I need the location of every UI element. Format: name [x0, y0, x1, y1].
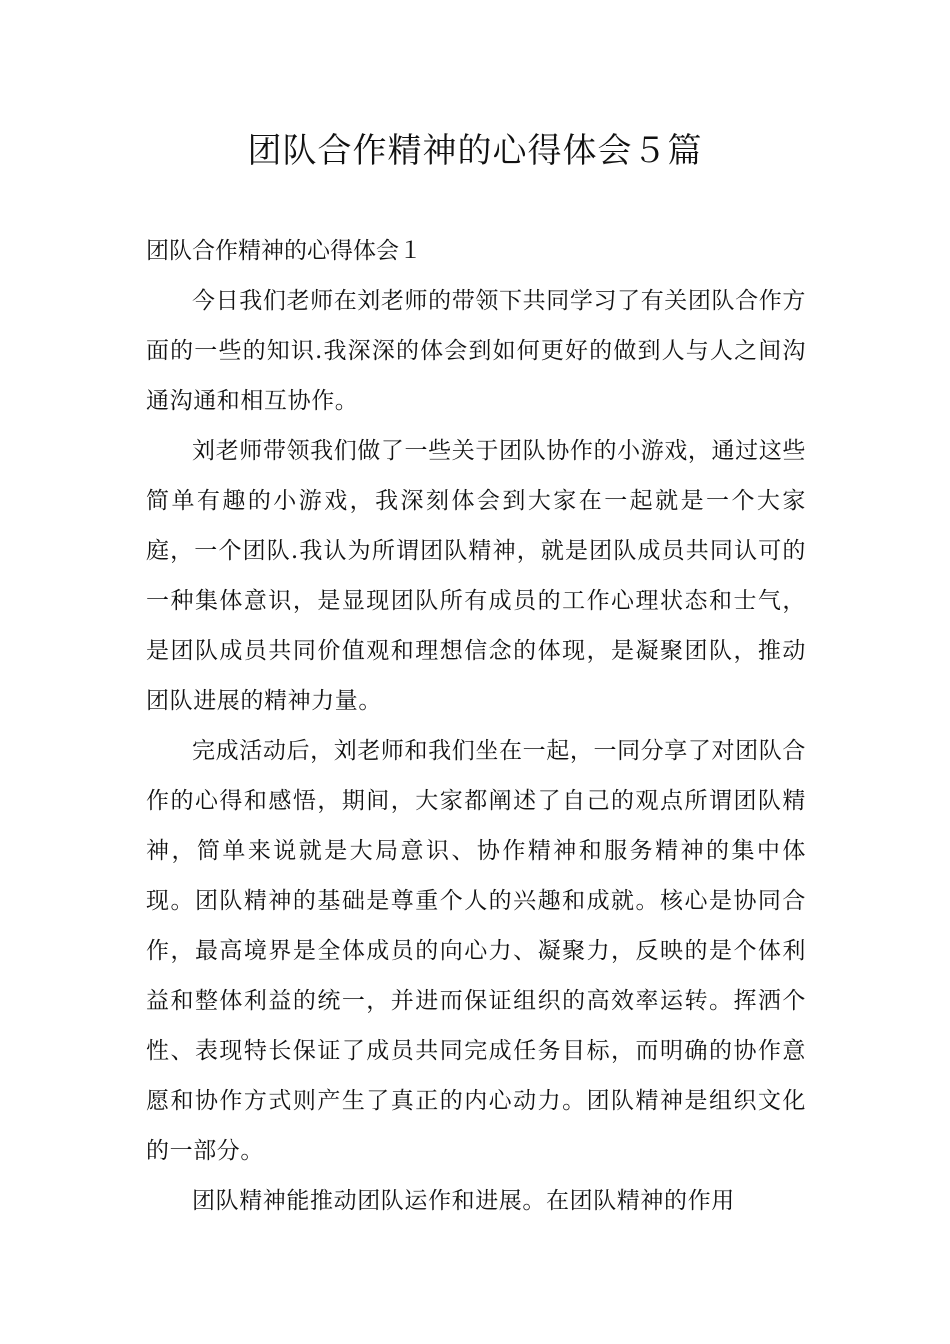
- paragraph-2: 刘老师带领我们做了一些关于团队协作的小游戏，通过这些简单有趣的小游戏，我深刻体会到大家在一起就是一个大家庭，一个团队.我认为所谓团队精神，就是团队成员共同认可的一种集体意识，是显现团队所有成员的工作心理状态和士气，是团队成员共同价值观和理想信念的体现，是凝聚团队，推动团队进展的精神力量。: [146, 438, 806, 714]
- document-body: [146, 226, 806, 1226]
- paragraph-4: 团队精神能推动团队运作和进展。在团队精神的作用: [192, 1188, 735, 1214]
- paragraph-3: 完成活动后，刘老师和我们坐在一起，一同分享了对团队合作的心得和感悟，期间，大家都阐述了自己的观点所谓团队精神，简单来说就是大局意识、协作精神和服务精神的集中体现。团队精神的基础是尊重个人的兴趣和成就。核心是协同合作，最高境界是全体成员的向心力、凝聚力，反映的是个体利益和整体利益的统一，并进而保证组织的高效率运转。挥洒个性、表现特长保证了成员共同完成任务目标，而明确的协作意愿和协作方式则产生了真正的内心动力。团队精神是组织文化的一部分。: [146, 738, 806, 1164]
- document-title: 团队合作精神的心得体会５篇: [247, 131, 703, 171]
- section-heading: 团队合作精神的心得体会１: [146, 238, 422, 264]
- paragraph-1: 今日我们老师在刘老师的带领下共同学习了有关团队合作方面的一些的知识.我深深的体会到如何更好的做到人与人之间沟通沟通和相互协作。: [146, 288, 806, 414]
